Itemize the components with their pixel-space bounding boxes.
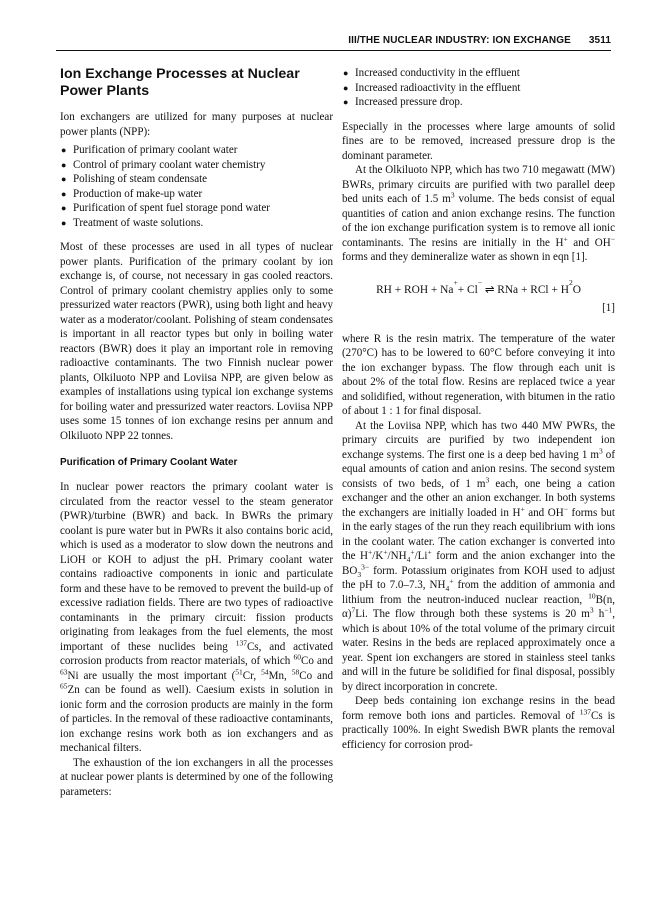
loviisa-paragraph: At the Loviisa NPP, which has two 440 MW PWRs, the primary circuits are purified by two independent ion exchange systems. The first one is a deep bed having 1 $m^3$ of equal amounts of cation and anion resins. The second system consists of two beds, of 1 $m^3$ each, one being a cation exchanger and the other an anion exchanger. In both systems the exchangers are initially loaded in H+ and OH− forms but in the early stages of the run they reach equilibrium with ions in the coolant water. The cation exchanger is converted into the $H^+/K^+/NH_4^+/Li^+$ form and the anion exchanger into the $BO_3^{3-}$ form. Potassium originates from KOH used to adjust the pH to 7.0–7.3, $NH_4^+$ from the addition of ammonia and lithium from the neutron-induced nuclear reaction, $^{10}$B(n, α)$^7$Li. The flow through both these systems is 20 $m^3$ $h^{-1}$, which is about 10% of the total volume of the primary circuit water. Resins in the beds are replaced approximately once a year. Spent ion exchangers are stored in stainless steel tanks and will in the future be solidified for final disposal, possibly by direct incorporation in concrete. bbox=[342, 419, 616, 693]
pressure-drop-paragraph: Especially in the processes where large amounts of solid fines are to be removed, increased pressure drop is the dominant parameter. bbox=[342, 120, 615, 162]
list-item: ● Production of make-up water bbox=[60, 187, 333, 202]
section-subheading: Purification of Primary Coolant Water bbox=[60, 457, 238, 468]
exhaustion-paragraph: The exhaustion of the ion exchangers in all the processes at nuclear power plants is determined by one of the following parameters: bbox=[60, 756, 333, 798]
list-item: ● Purification of spent fuel storage pond water bbox=[60, 201, 333, 216]
list-item: ● Increased pressure drop. bbox=[342, 95, 615, 110]
left-column bbox=[60, 66, 333, 799]
list-item: ● Increased radioactivity in the effluent bbox=[342, 81, 615, 96]
overview-paragraph: Most of these processes are used in all types of nuclear power plants. Purification of the primary coolant by ion exchange is, of course, not necessary in gas cooled reactors. Control of primary coolant chemistry applies only to some pressurized water reactors (PWR), using both light and heavy water as a moderator/coolant. Polishing of steam condensates is important in all reactor types but only in boiling water reactors (BWR) does it play an important role in removing radioactive contaminants. The two Finnish nuclear power plants, Olkiluoto NPP and Loviisa NPP, are given below as examples of installations using typical ion exchange systems for boiling water and pressurized water reactors. Loviisa NPP uses some 15 tonnes of ion exchange resins per annum and Olkiluoto NPP 22 tonnes. bbox=[60, 241, 333, 442]
list-item: ● Treatment of waste solutions. bbox=[60, 216, 333, 231]
equation-1: RH + ROH + Na + + Cl − ⇌ RNa + RCl + H 2 O bbox=[376, 277, 581, 296]
olkiluoto-paragraph: At the Olkiluoto NPP, which has two 710 megawatt (MW) BWRs, primary circuits are purified with two parallel deep bed units each of 1.5 $m^3$ volume. The beds consist of equal quantities of cation and anion exchange resins. The function of the ion exchange purification system is to remove all ionic contaminants. The resins are initially in the H+ and OH− forms and they demineralize water as shown in eqn [1]. bbox=[342, 164, 615, 263]
equation-number: [1] bbox=[602, 302, 615, 314]
running-header bbox=[56, 30, 611, 50]
intro-paragraph: Ion exchangers are utilized for many purposes at nuclear power plants (NPP): bbox=[60, 111, 333, 138]
list-item: ● Increased conductivity in the effluent bbox=[342, 66, 615, 81]
uses-list bbox=[60, 143, 333, 230]
page-number: 3511 bbox=[588, 34, 611, 46]
parameters-list bbox=[342, 66, 615, 110]
list-item: ● Polishing of steam condensate bbox=[60, 172, 333, 187]
primary-coolant-paragraph: In nuclear power reactors the primary coolant water is circulated from the reactor vessel to the steam generator (PWR)/turbine (BWR) and back. In BWRs the primary coolant is pure water but in PWRs it also contains boric acid, which is used as a moderator to slow down the neutrons and LiOH or KOH to adjust the pH. Primary coolant water contains radioactive components in ionic and particulate form and these have to be removed to prevent the build-up of excessive radiation fields. There are two types of radioactive contaminants in the primary circuit: fission products originating from leakages from the fuel elements, the most important of these nuclides being $^{137}$Cs, and activated corrosion products from reactor materials, of which $^{60}$Co and $^{63}$Ni are usually the most important ($^{51}$Cr, $^{54}$Mn, $^{58}$Co and $^{65}$Zn can be found as well). Caesium exists in solution in ionic form and the corrosion products are mainly in the form of particles. In the removal of these radioactive contaminants, ion exchange resins work both as ion exchangers and as mechanical filters. bbox=[60, 481, 334, 754]
list-item: ● Control of primary coolant water chemistry bbox=[60, 158, 333, 173]
resin-matrix-paragraph: where R is the resin matrix. The temperature of the water (270°C) has to be lowered to 60°C before conveying it into the ion exchanger bypass. The flow through each unit is about 2% of the total flow. Resins are replaced twice a year and solidified, without regeneration, with bitumen in the ratio of about 1 : 1 for final disposal. bbox=[342, 332, 615, 417]
header-section-title: III/THE NUCLEAR INDUSTRY: ION EXCHANGE bbox=[348, 34, 571, 46]
header-rule bbox=[56, 50, 611, 51]
article-title: Ion Exchange Processes at Nuclear Power Plants bbox=[60, 66, 300, 99]
list-item: ● Purification of primary coolant water bbox=[60, 143, 333, 158]
deep-beds-paragraph: Deep beds containing ion exchange resins in the bead form remove both ions and particles. Removal of $^{137}$Cs is practically 100%. In eight Swedish BWR plants the removal efficiency for corrosion prod- bbox=[342, 695, 615, 751]
right-column bbox=[342, 66, 615, 752]
